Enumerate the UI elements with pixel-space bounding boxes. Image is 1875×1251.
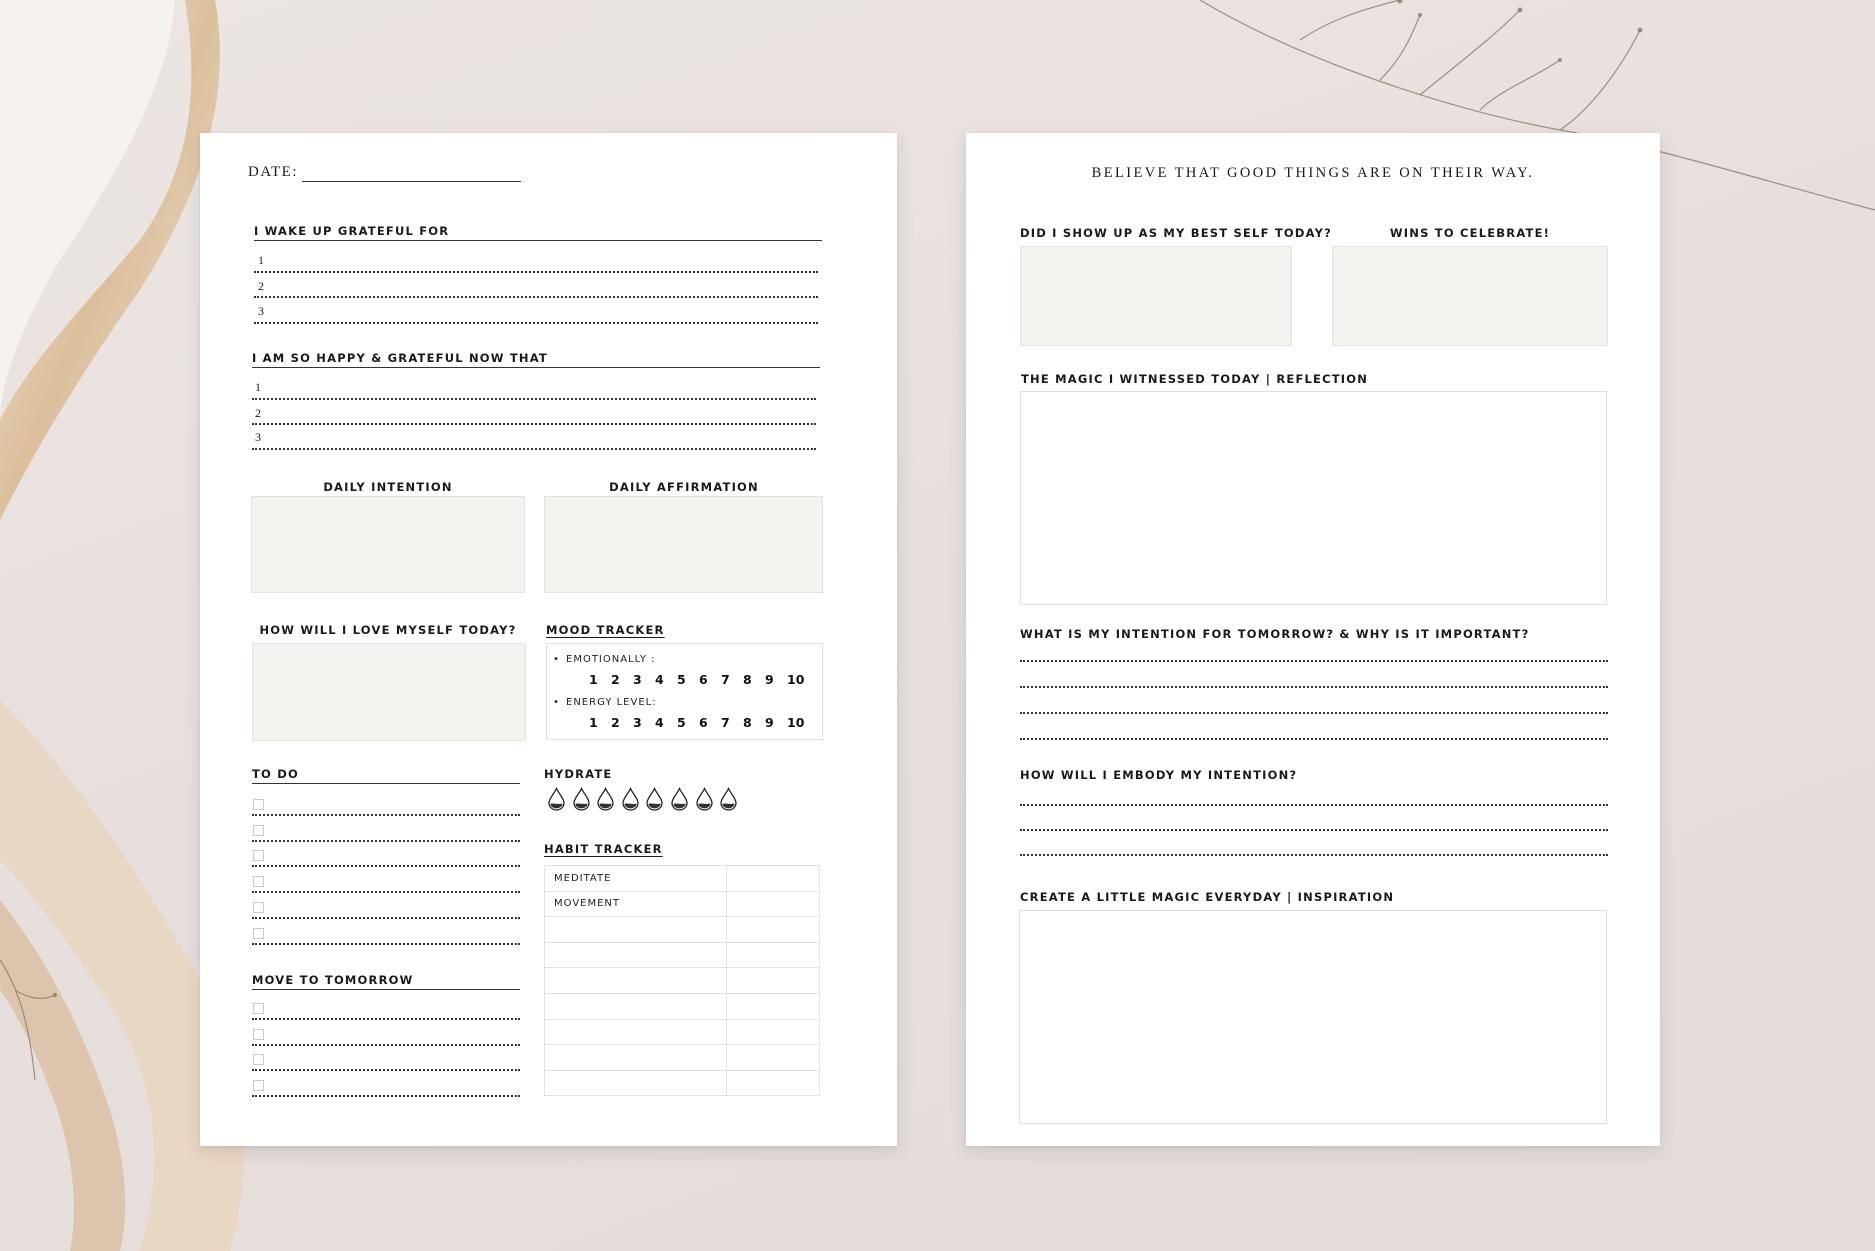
scale-value[interactable]: 4 [655,715,664,730]
move-tomorrow-line[interactable] [252,1069,520,1071]
magic-reflection-title: THE MAGIC I WITNESSED TODAY | REFLECTION [1021,372,1369,386]
best-self-box[interactable] [1020,246,1292,346]
habit-check-cell[interactable] [727,1045,820,1071]
habit-tracker-title: HABIT TRACKER [544,842,663,856]
move-tomorrow-line[interactable] [252,1018,520,1020]
habit-row [545,968,820,994]
habit-check-cell[interactable] [727,917,820,943]
grateful-number: 2 [258,279,264,293]
move-tomorrow-rule [252,989,520,990]
planner-page-left [200,133,897,1146]
hydrate-title: HYDRATE [544,767,613,781]
water-drop-icon[interactable] [719,787,738,811]
scale-value[interactable]: 9 [765,715,774,730]
water-drop-icon[interactable] [621,787,640,811]
love-myself-box[interactable] [252,643,526,741]
scale-value[interactable]: 7 [721,715,730,730]
love-myself-title: HOW WILL I LOVE MYSELF TODAY? [259,623,517,637]
embody-line-1[interactable] [1020,804,1608,806]
energy-scale[interactable] [589,715,809,730]
scale-value[interactable]: 2 [611,715,620,730]
move-tomorrow-line[interactable] [252,1095,520,1097]
scale-value[interactable]: 9 [765,672,774,687]
move-tomorrow-line[interactable] [252,1044,520,1046]
habit-check-cell[interactable] [727,968,820,994]
habit-tracker-table [544,865,820,1096]
scale-value[interactable]: 1 [589,715,598,730]
grateful-line-1[interactable] [254,271,818,273]
habit-check-cell[interactable] [727,1019,820,1045]
habit-name-cell[interactable]: MEDITATE [545,866,727,892]
intention-line-1[interactable] [1020,660,1608,662]
mood-tracker-title: MOOD TRACKER [546,623,665,637]
scale-value[interactable]: 5 [677,715,686,730]
todo-checkbox[interactable] [253,825,264,836]
water-drop-icon[interactable] [547,787,566,811]
intention-tomorrow-title: WHAT IS MY INTENTION FOR TOMORROW? & WHY IS IT IMPORTANT? [1020,627,1530,641]
scale-value[interactable]: 6 [699,672,708,687]
scale-value[interactable]: 8 [743,672,752,687]
habit-name-cell[interactable] [545,993,727,1019]
todo-checkbox[interactable] [253,850,264,861]
todo-title: TO DO [252,767,299,781]
scale-value[interactable]: 2 [611,672,620,687]
wins-title: WINS TO CELEBRATE! [1389,226,1551,240]
water-drop-icon[interactable] [695,787,714,811]
habit-check-cell[interactable] [727,866,820,892]
grateful-title-rule [254,240,822,241]
quote: BELIEVE THAT GOOD THINGS ARE ON THEIR WAY. [1091,165,1535,181]
todo-line[interactable] [252,840,520,842]
move-tomorrow-checkbox[interactable] [253,1003,264,1014]
move-tomorrow-checkbox[interactable] [253,1029,264,1040]
scale-value[interactable]: 10 [787,672,805,687]
move-tomorrow-checkbox[interactable] [253,1080,264,1091]
happy-line-1[interactable] [252,398,816,400]
habit-row [545,942,820,968]
happy-line-3[interactable] [252,448,816,450]
happy-number: 3 [255,430,261,444]
habit-check-cell[interactable] [727,942,820,968]
scale-value[interactable]: 3 [633,715,642,730]
mood-bullet: • [553,697,560,708]
planner-page-right [966,133,1660,1146]
embody-line-3[interactable] [1020,854,1608,856]
intention-line-4[interactable] [1020,738,1608,740]
intention-line-2[interactable] [1020,686,1608,688]
habit-row [545,1070,820,1096]
date-label: DATE: [248,164,298,180]
magic-reflection-box[interactable] [1020,391,1607,605]
habit-check-cell[interactable] [727,891,820,917]
habit-row [545,1045,820,1071]
happy-title: I AM SO HAPPY & GRATEFUL NOW THAT [252,351,548,365]
date-field[interactable] [302,181,521,182]
todo-line[interactable] [252,917,520,919]
daily-intention-title: DAILY INTENTION [323,480,453,494]
todo-title-rule [252,783,520,784]
habit-row [545,891,820,917]
happy-number: 1 [255,380,261,394]
scale-value[interactable]: 8 [743,715,752,730]
habit-name-cell[interactable] [545,917,727,943]
scale-value[interactable]: 6 [699,715,708,730]
daily-affirmation-title: DAILY AFFIRMATION [609,480,759,494]
happy-line-2[interactable] [252,423,816,425]
habit-name-cell[interactable] [545,1070,727,1096]
water-drop-icon[interactable] [572,787,591,811]
todo-checkbox[interactable] [253,799,264,810]
habit-row [545,993,820,1019]
habit-name-cell[interactable] [545,1019,727,1045]
scale-value[interactable]: 10 [787,715,805,730]
move-tomorrow-title: MOVE TO TOMORROW [252,973,414,987]
scale-value[interactable]: 1 [589,672,598,687]
grateful-title: I WAKE UP GRATEFUL FOR [254,224,450,238]
grateful-line-3[interactable] [254,322,818,324]
happy-number: 2 [255,406,261,420]
grateful-number: 3 [258,304,264,318]
habit-name-cell[interactable]: MOVEMENT [545,891,727,917]
todo-checkbox[interactable] [253,928,264,939]
water-drop-icon[interactable] [645,787,664,811]
energy-level-label: ENERGY LEVEL: [566,697,657,708]
habit-name-cell[interactable] [545,942,727,968]
daily-affirmation-box[interactable] [544,496,823,593]
embody-title: HOW WILL I EMBODY MY INTENTION? [1020,768,1298,782]
inspiration-title: CREATE A LITTLE MAGIC EVERYDAY | INSPIRATION [1020,890,1395,904]
habit-row [545,1019,820,1045]
best-self-title: DID I SHOW UP AS MY BEST SELF TODAY? [1020,226,1333,240]
grateful-number: 1 [258,253,264,267]
daily-intention-box[interactable] [251,496,525,593]
todo-checkbox[interactable] [253,876,264,887]
grateful-line-2[interactable] [254,296,818,298]
intention-line-3[interactable] [1020,712,1608,714]
inspiration-box[interactable] [1019,910,1607,1124]
habit-name-cell[interactable] [545,968,727,994]
todo-line[interactable] [252,891,520,893]
scale-value[interactable]: 5 [677,672,686,687]
scale-value[interactable]: 3 [633,672,642,687]
scale-value[interactable]: 7 [721,672,730,687]
move-tomorrow-checkbox[interactable] [253,1054,264,1065]
water-drop-icon[interactable] [670,787,689,811]
mood-tracker-box [546,643,823,740]
mood-bullet: • [553,654,560,665]
habit-check-cell[interactable] [727,1070,820,1096]
scale-value[interactable]: 4 [655,672,664,687]
todo-line[interactable] [252,814,520,816]
habit-check-cell[interactable] [727,993,820,1019]
todo-checkbox[interactable] [253,902,264,913]
habit-name-cell[interactable] [545,1045,727,1071]
wins-box[interactable] [1332,246,1608,346]
habit-row [545,866,820,892]
happy-title-rule [252,367,820,368]
emotionally-label: EMOTIONALLY : [566,654,656,665]
habit-row [545,917,820,943]
emotional-scale[interactable] [589,672,809,687]
water-drop-icon[interactable] [596,787,615,811]
todo-line[interactable] [252,865,520,867]
todo-line[interactable] [252,943,520,945]
embody-line-2[interactable] [1020,829,1608,831]
